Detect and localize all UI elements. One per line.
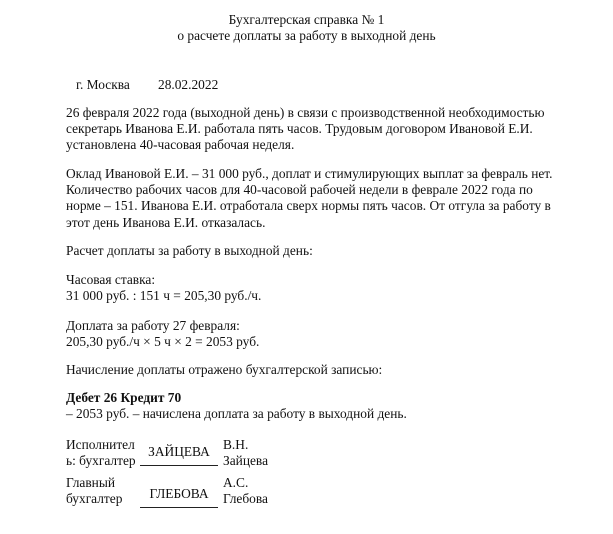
entry-text: – 2053 руб. – начислена доплата за работу в выходной день. [66,406,407,421]
signature-name: ГЛЕБОВА [149,486,209,501]
paragraph-2 [66,166,553,231]
document-city: г. Москва [76,77,130,92]
extra-pay-label: Доплата за работу 27 февраля: [66,318,240,333]
signature-line [140,479,218,508]
document-title: Бухгалтерская справка № 1 [228,12,385,27]
signature-line [140,437,218,466]
entry-title: Дебет 26 Кредит 70 [66,390,182,405]
hourly-rate-formula: 31 000 руб. : 151 ч = 205,30 руб./ч. [66,288,262,303]
entry-intro: Начисление доплаты отражено бухгалтерской записью: [66,362,383,377]
paragraph-line: Количество рабочих часов для 40-часовой рабочей недели в феврале 2022 года по [66,182,533,198]
signature-role: Главный бухгалтер [66,475,123,507]
hourly-rate-label: Часовая ставка: [66,272,156,287]
paragraph-1 [66,105,545,154]
signature-initials: А.С. Глебова [223,475,268,507]
signature-initials: В.Н. Зайцева [223,437,269,469]
paragraph-line: норме – 151. Иванова Е.И. отработала сверх нормы пять часов. От отгула за работу в [66,198,551,214]
paragraph-line: Оклад Ивановой Е.И. – 31 000 руб., доплат и стимулирующих выплат за февраль нет. [66,166,553,181]
extra-pay-formula: 205,30 руб./ч × 5 ч × 2 = 2053 руб. [66,334,260,349]
paragraph-line: установлена 40-часовая рабочая неделя. [66,137,295,153]
signature-name: ЗАЙЦЕВА [148,444,210,459]
document-date: 28.02.2022 [158,77,219,92]
calc-heading: Расчет доплаты за работу в выходной день: [66,243,313,258]
paragraph-line: этот день Иванова Е.И. отказалась. [66,214,266,230]
document-subtitle: о расчете доплаты за работу в выходной день [177,28,436,43]
paragraph-line: 26 февраля 2022 года (выходной день) в связи с производственной необходимостью [66,105,545,120]
paragraph-line: секретарь Иванова Е.И. работала пять часов. Трудовым договором Ивановой Е.И. [66,121,533,137]
signature-role: Исполнител ь: бухгалтер [66,437,136,469]
